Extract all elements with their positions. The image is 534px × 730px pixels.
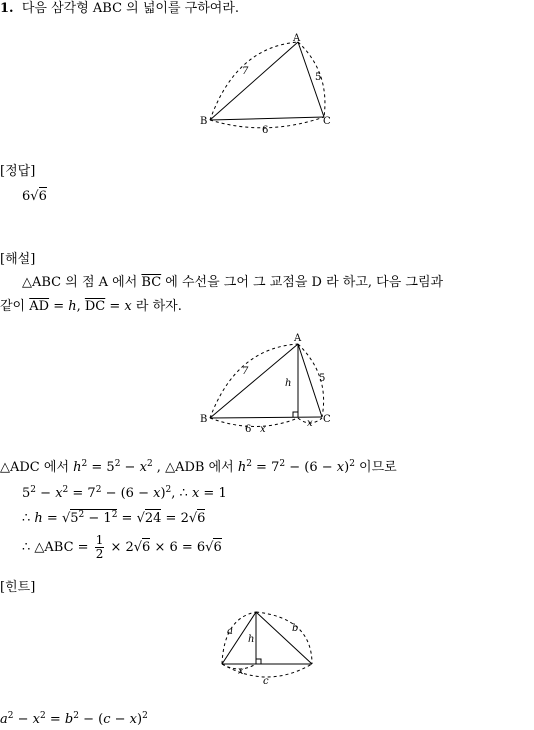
answer-header: [정답] (0, 164, 36, 179)
triangle-figure-1 (196, 32, 340, 138)
side-bc-line (210, 417, 322, 418)
vertex-b-label: B (200, 116, 208, 127)
height-label: h (285, 378, 292, 389)
explanation-line-1: △ABC 의 점 A 에서 $\overline{BC}$ 에 수선을 그어 그 교점을 D 라 하고, 다음 그림과 (22, 275, 444, 290)
hint-header: [힌트] (0, 580, 36, 595)
base-6-label: 6 (245, 424, 252, 435)
vertex-c-label: C (323, 414, 331, 425)
side-bc-line (210, 117, 324, 120)
triangle-figure-hint (212, 604, 324, 690)
segment-dc-label: x (307, 418, 313, 429)
vertex-a-label: A (294, 333, 302, 344)
side-ac-label: 5 (315, 72, 322, 83)
base-c-label: c (263, 676, 269, 687)
side-ac-label: 5 (319, 373, 326, 384)
side-bc-label: 6 (262, 125, 269, 136)
side-ab-label: 7 (242, 66, 249, 77)
equation-line-3: ∴ $h = √5^2 - 1^2 = √24 = 2√6$ (22, 510, 206, 526)
arc-bd (210, 418, 298, 427)
side-ab-line (210, 42, 298, 120)
vertex-c-label: C (323, 116, 331, 127)
hint-equation: $a^2 - x^2 = b^2 - (c - x)^2$ (0, 711, 148, 727)
side-b-label: b (292, 623, 299, 634)
problem-number: 1. (0, 1, 14, 16)
equation-line-2: $5^2 - x^2 = 7^2 - (6 - x)^2$, ∴ x = 1 (22, 485, 227, 501)
vertex-b-label: B (200, 414, 208, 425)
height-label: h (248, 634, 255, 645)
answer-value: 6√6 (22, 189, 47, 204)
side-b-line (256, 612, 312, 664)
vertex-a-label: A (293, 33, 301, 44)
problem-statement (0, 0, 239, 18)
explanation-line-2: 같이 $\overline{AD} = h$, $\overline{DC} = x$ 라 하자. (0, 299, 182, 314)
problem-text: 다음 삼각형 ABC 의 넓이를 구하여라. (21, 1, 240, 16)
side-ab-label: 7 (242, 366, 249, 377)
segment-x-label: x (238, 666, 244, 677)
segment-x-label: x (260, 424, 266, 435)
side-a-label: a (227, 626, 233, 637)
equation-line-1: △ADC 에서 $h^2 = 5^2 - x^2$ , △ADB 에서 $h^2 = 7^2 - (6 - x)^2$ 이므로 (0, 459, 397, 475)
right-angle-mark (293, 412, 298, 417)
explanation-header: [해설] (0, 252, 36, 267)
right-angle-mark (256, 659, 261, 664)
equation-line-4: ∴ △ABC = $\frac{1}{2}$ × 2√6 × 6 = 6√6 (22, 533, 222, 561)
triangle-figure-2 (196, 330, 340, 436)
